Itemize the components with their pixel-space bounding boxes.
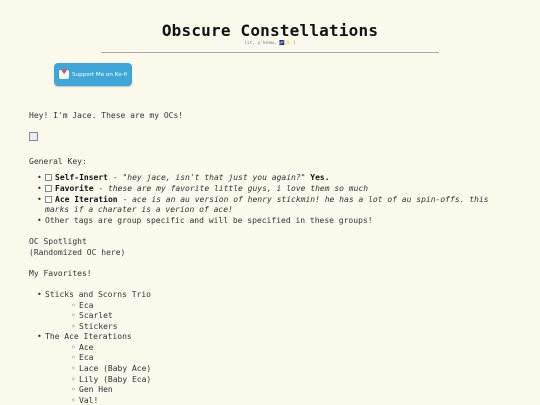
general-key-list [29, 173, 509, 226]
key-item-self-insert: • Self-Insert - "hey jace, isn't that just you again?" Yes. [29, 173, 509, 184]
group-item [29, 332, 509, 405]
spotlight-placeholder: (Randomized OC here) [29, 247, 126, 257]
header-divider [101, 52, 439, 53]
checkbox[interactable] [45, 196, 52, 203]
support-kofi-label: Support Me on Ko-fi [72, 71, 128, 78]
intro-text: Hey! I'm Jace. These are my OCs! [29, 111, 184, 120]
checkbox[interactable] [45, 185, 52, 192]
key-item-ace-iteration: • Ace Iteration - ace is an au version of henry stickmin! he has a lot of au spin-offs. this marks if a charater is a verion of ace! [29, 195, 509, 216]
favorites-list [29, 290, 509, 405]
member-item: ◦ Eca [45, 301, 509, 312]
page-subtitle: (it, y'know, 🌌✨ ) [244, 41, 296, 46]
member-item: ◦ Stickers [45, 322, 509, 333]
general-key-heading: General Key: [29, 156, 87, 166]
member-item: ◦ Scarlet [45, 311, 509, 322]
member-item: ◦ Val! [45, 396, 509, 405]
favorites-heading: My Favorites! [29, 268, 92, 278]
member-item: ◦ Gen Hen [45, 385, 509, 396]
member-item: ◦ Ace [45, 343, 509, 354]
member-item: ◦ Eca [45, 353, 509, 364]
spotlight-heading: OC Spotlight [29, 236, 87, 246]
key-item-favorite: • Favorite - these are my favorite little guys, i love them so much [29, 184, 509, 195]
main-content [29, 111, 509, 405]
ko-fi-cup-icon [59, 70, 69, 79]
checkbox[interactable] [45, 174, 52, 181]
oc-spotlight [29, 237, 509, 258]
broken-image-icon [29, 132, 38, 141]
group-name: Sticks and Scorns Trio [45, 289, 151, 299]
member-item: ◦ Lace (Baby Ace) [45, 364, 509, 375]
group-members [45, 343, 509, 405]
page-title: Obscure Constellations [161, 21, 379, 40]
group-name: The Ace Iterations [45, 332, 132, 342]
support-kofi-button[interactable] [54, 63, 132, 86]
key-note: • Other tags are group specific and will be specified in these groups! [29, 216, 509, 227]
group-members [45, 301, 509, 333]
member-item: ◦ Lily (Baby Eca) [45, 375, 509, 386]
group-item [29, 290, 509, 332]
